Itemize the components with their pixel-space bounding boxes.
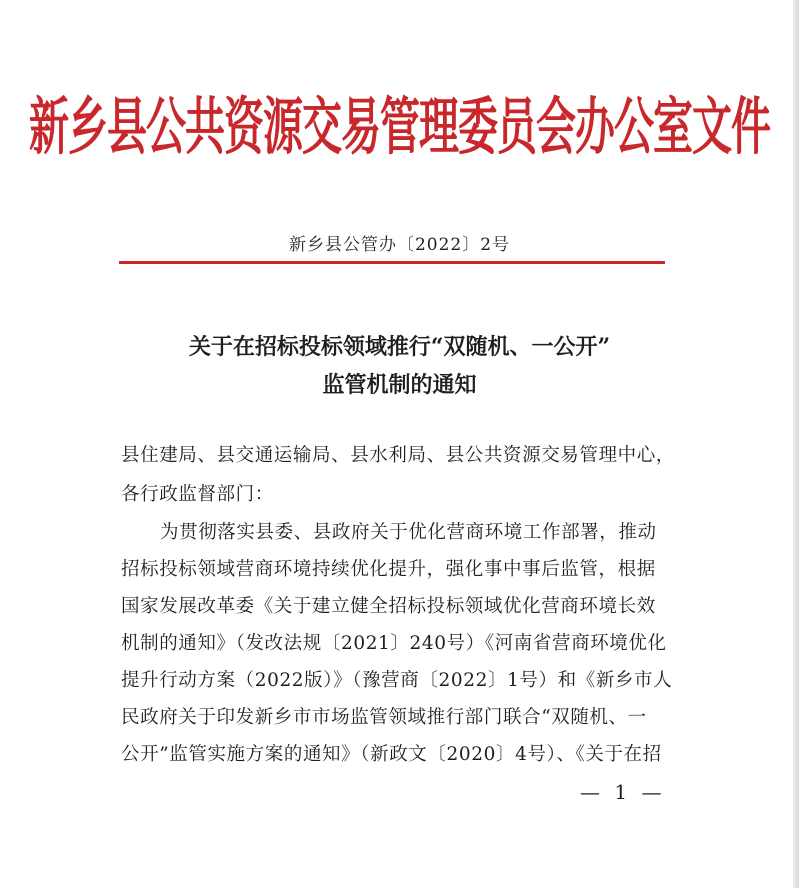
document-number: 新乡县公管办〔2022〕2号	[288, 235, 511, 255]
body-paragraph-line: 公开”监管实施方案的通知》（新政文〔2020〕4号）、《关于在招	[121, 744, 662, 765]
recipients-line-1: 县住建局、县交通运输局、县水利局、县公共资源交易管理中心，	[121, 445, 675, 466]
document-header-title: 新乡县公共资源交易管理委员会办公室文件	[29, 90, 770, 164]
body-paragraph-line: 招标投标领域营商环境持续优化提升，强化事中事后监管，根据	[121, 559, 656, 580]
recipients-line-2: 各行政监督部门：	[121, 484, 274, 505]
notice-title-line-1: 关于在招标投标领域推行“双随机、一公开”	[188, 334, 611, 360]
notice-title-line-2: 监管机制的通知	[322, 372, 477, 398]
red-divider-line	[119, 261, 665, 264]
page-number: — 1 —	[580, 780, 666, 804]
body-paragraph-line: 机制的通知》（发改法规〔2021〕240号）《河南省营商环境优化	[121, 633, 667, 654]
body-paragraph-line: 提升行动方案（2022版）》（豫营商〔2022〕1号）和《新乡市人	[121, 670, 673, 691]
body-paragraph-line: 为贯彻落实县委、县政府关于优化营商环境工作部署，推动	[160, 522, 657, 543]
body-paragraph-line: 民政府关于印发新乡市市场监管领域推行部门联合“双随机、一	[121, 707, 647, 728]
body-paragraph-line: 国家发展改革委《关于建立健全招标投标领域优化营商环境长效	[121, 596, 656, 617]
